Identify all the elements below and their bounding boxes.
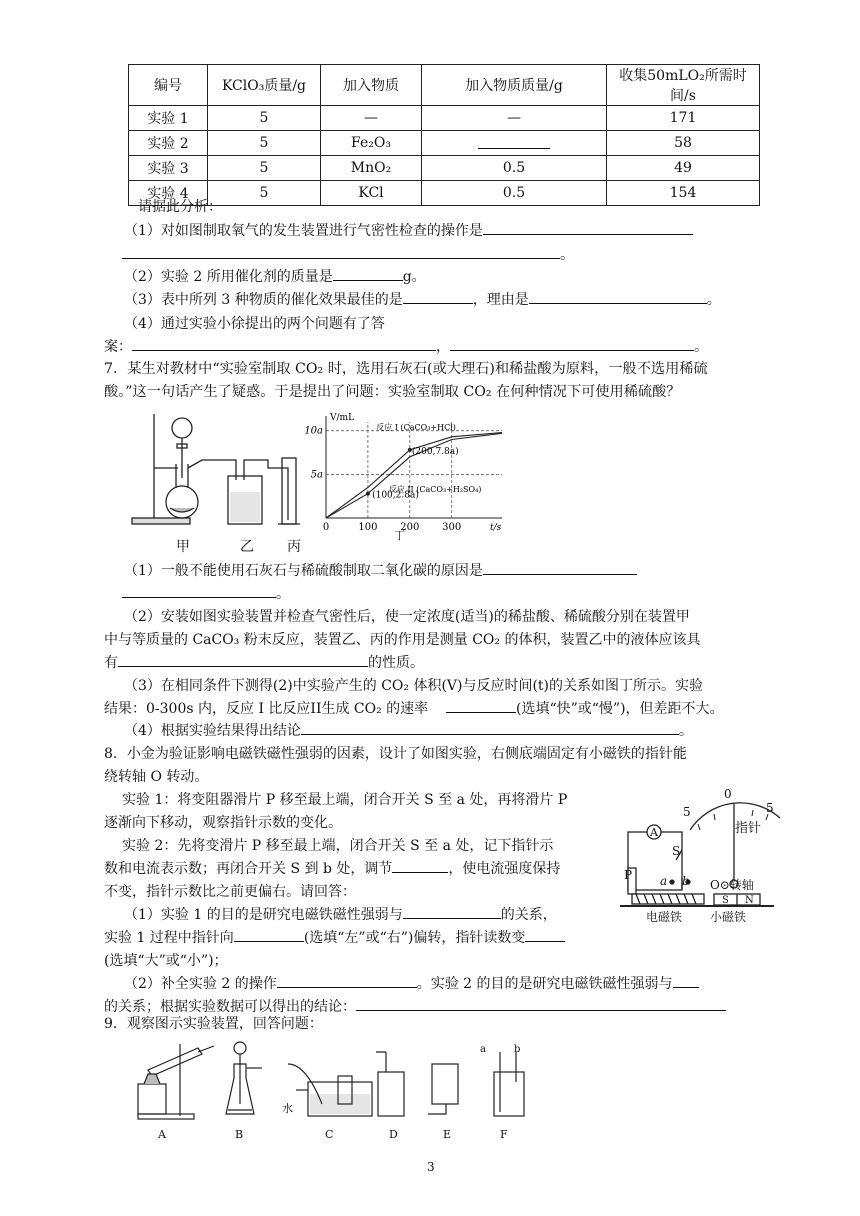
data-point [366,492,370,496]
table-cell: 实验 1 [129,106,208,131]
q8-part2-line1 [124,973,699,995]
table-row [129,131,760,156]
x-tick-label: 200 [400,522,420,533]
q8-part1-line2 [104,927,565,949]
apparatus-F-label: F [500,1128,508,1141]
table-cell: — [321,106,422,131]
table-cell: Fe₂O₃ [321,131,422,156]
apparatus-D-label: D [389,1128,398,1141]
apparatus-B-label: B [235,1128,244,1141]
q7-p1-end: 。 [276,586,290,602]
q7-p2-prefix: 有 [104,655,118,671]
apparatus-C-label: C [325,1128,334,1141]
table-cell-blank [422,131,607,156]
q6-p3-end: 。 [706,292,721,308]
q8-p1-text: （1）实验 1 的目的是研究电磁铁磁性强弱与 [124,907,403,923]
table-cell: 49 [607,156,760,181]
answer-blank [403,289,473,304]
annotation-label: (200,7.8a) [411,446,459,457]
col-header: 加入物质 [321,65,422,106]
q8-p1b-suffix: (选填“左”或“右”)偏转，指针读数变 [303,930,526,946]
q8-exp2-line1: 实验 2：先将变滑片 P 移至最上端，闭合开关 S 至 a 处，记下指针示 [122,838,554,854]
q6-part1 [124,220,693,242]
q8-stem-line2: 绕转轴 O 转动。 [104,769,209,785]
q7-p3-suffix: (选填“快”或“慢”)，但差距不大。 [516,701,724,717]
answer-blank [483,560,637,575]
table-row [129,106,760,131]
table-row [129,156,760,181]
q8-exp2-line3: 不变，指针示数比之前更偏右。请回答： [104,884,356,900]
small-magnet-label: 小磁铁 [710,910,747,924]
x-tick-label: 300 [442,522,462,533]
q7-p2-suffix: 的性质。 [368,655,424,671]
table-cell: 5 [208,131,321,156]
q6-part4: （4）通过实验小徐提出的两个问题有了答 [124,316,385,332]
answer-blank [118,652,368,667]
q6-p1-end: 。 [560,247,574,263]
q7-apparatus-figure [118,408,308,552]
q7-part1-cont [122,583,290,605]
answer-blank [356,996,726,1011]
y-tick-label: 10a [304,425,323,437]
q8-exp1-line1: 实验 1：将变阻器滑片 P 移至最上端，闭合开关 S 至 a 处，再将滑片 P [122,792,568,808]
slider-label: P [624,868,633,882]
fig-label-yi: 乙 [240,539,254,555]
q7-part2-line1: （2）安装如图实验装置并检查气密性后，使一定浓度(适当)的稀盐酸、稀硫酸分别在装置甲 [124,609,690,625]
table-cell: 0.5 [422,181,607,206]
q8-p2-mid: 。实验 2 的目的是研究电磁铁磁性强弱与 [416,976,673,992]
q8-part1-line1 [124,904,557,926]
x-tick-label: 0 [322,522,330,533]
table-cell: 5 [208,106,321,131]
col-header: 加入物质质量/g [422,65,607,106]
fig-label-ding: 丁 [394,529,405,542]
table-cell: MnO₂ [321,156,422,181]
experiment-table [128,64,760,206]
q8-exp1-line2: 逐渐向下移动，观察指针示数的变化。 [104,815,342,831]
q7-part3-line1: （3）在相同条件下测得(2)中实验产生的 CO₂ 体积(V)与反应时间(t)的关系如图丁所示。实验 [124,678,704,694]
q8-stem-line1: 8．小金为验证影响电磁铁磁性强弱的因素，设计了如图实验，右侧底端固定有小磁铁的指针能 [104,746,687,762]
q6-p4-comma: ， [436,339,450,355]
q7-part2-line2: 中与等质量的 CaCO₃ 粉末反应，装置乙、丙的作用是测量 CO₂ 的体积，装置乙中的液体应该具 [104,632,701,648]
table-cell: 5 [208,181,321,206]
table-cell: 实验 4 [129,181,208,206]
q8-e2-suffix: ，使电流强度保持 [448,861,561,877]
answer-blank [277,973,417,988]
q6-part3 [124,289,721,311]
q7-p3-text: 结果：0-300s 内，反应 I 比反应II生成 CO₂ 的速率 [104,701,429,717]
answer-blank [529,289,707,304]
table-cell: 5 [208,156,321,181]
q8-exp2-line2 [104,858,560,880]
q7-stem-line2: 酸。”这一句话产生了疑惑。于是提出了问题：实验室制取 CO₂ 在何种情况下可使用稀硫酸？ [104,384,681,400]
contact-a-label: a [660,874,668,888]
y-tick-label: 5a [310,469,323,481]
q8-p2-text: （2）补全实验 2 的操作 [124,976,277,992]
table-cell: 58 [607,131,760,156]
q7-part3-line2 [104,698,724,720]
contact-b-label: b [682,874,690,888]
answer-blank [132,336,436,351]
fig-label-bing: 丙 [287,539,301,555]
tube-b-label: b [514,1044,521,1055]
q6-part2 [124,266,426,288]
table-header-row [129,65,760,106]
tube-a-label: a [480,1044,486,1055]
answer-blank [525,927,565,942]
dial-left-five: 5 [683,805,691,819]
dial-zero-label: 0 [724,787,732,801]
q7-volume-time-chart [300,410,510,540]
table-cell: KCl [321,181,422,206]
table-cell: 实验 2 [129,131,208,156]
q8-electromagnet-figure [618,786,784,926]
answer-blank [403,904,501,919]
q8-p1b-text: 实验 1 过程中指针向 [104,930,234,946]
apparatus-E-label: E [443,1128,452,1141]
q7-stem-line1: 7．某生对教材中“实验室制取 CO₂ 时，选用石灰石(或大理石)和稀盐酸为原料，一般不选用稀硫 [104,361,708,377]
answer-blank [234,927,304,942]
electromagnet-label: 电磁铁 [646,910,683,924]
q7-p1-text: （1）一般不能使用石灰石与稀硫酸制取二氧化碳的原因是 [124,563,483,579]
q6-p3-text: （3）表中所列 3 种物质的催化效果最佳的是 [124,292,403,308]
x-axis-label: t/s [490,523,502,533]
col-header: 编号 [129,65,208,106]
answer-blank [122,583,276,598]
apparatus-A-label: A [158,1128,166,1141]
answer-blank [673,973,699,988]
water-label: 水 [282,1102,293,1115]
magnet-s-label: S [722,895,729,906]
answer-blank [301,720,679,735]
col-header: KClO₃质量/g [208,65,321,106]
q6-p4-end: 。 [694,339,708,355]
q6-part4-cont [104,336,708,358]
q6-p2-text: （2）实验 2 所用催化剂的质量是 [124,269,333,285]
y-axis-label: V/mL [330,413,355,423]
q7-p4-end: 。 [678,723,693,739]
q7-part2-line3 [104,652,424,674]
answer-blank [446,698,516,713]
answer-blank [478,134,550,149]
table-cell: 171 [607,106,760,131]
q9-stem: 9．观察图示实验装置，回答问题： [104,1016,323,1032]
q6-part1-cont [122,244,574,266]
q8-e2-text: 数和电流表示数；再闭合开关 S 到 b 处，调节 [104,861,393,877]
answer-blank [483,220,693,235]
dial-right-five: 5 [766,801,774,815]
q6-p3-mid: ，理由是 [472,292,529,308]
q7-p4-text: （4）根据实验结果得出结论 [124,723,301,739]
answer-blank [450,336,694,351]
table-cell: 154 [607,181,760,206]
page-number: 3 [427,1160,435,1174]
col-header: 收集50mLO₂所需时间/s [607,65,760,106]
table-row [129,181,760,206]
axis-label: O⊙转轴 [710,878,754,892]
ammeter-label: A [650,826,658,839]
series-label-2: 反应 II (CaCO₃+H₂SO₄) [388,484,482,494]
table-cell: 实验 3 [129,156,208,181]
q6-p2-unit: g。 [402,269,426,285]
series-label-1: 反应 I (CaCO₃+HCl) [376,423,456,432]
table-cell: — [422,106,607,131]
switch-label: S [672,844,681,858]
annotation-label: (100,2.8a) [372,490,419,501]
series-line-1 [326,433,502,519]
pointer-label: 指针 [735,821,762,836]
x-tick-label: 100 [358,522,378,533]
q7-part4 [124,720,693,742]
answer-blank [392,858,448,873]
q6-intro: 请据此分析： [138,199,222,215]
magnet-n-label: N [745,895,754,906]
fig-label-jia: 甲 [176,539,190,555]
answer-blank [333,266,403,281]
q6-p1-text: （1）对如图制取氧气的发生装置进行气密性检查的操作是 [124,223,483,239]
answer-blank [122,244,560,259]
q8-p2b-text: 的关系；根据实验数据可以得出的结论： [104,999,356,1015]
table-cell: 0.5 [422,156,607,181]
q8-part1-line3: (选填“大”或“小”)； [104,953,228,969]
q8-p1-suffix: 的关系， [500,907,557,923]
q6-p4-label: 案： [104,339,132,355]
q7-part1 [124,560,637,582]
